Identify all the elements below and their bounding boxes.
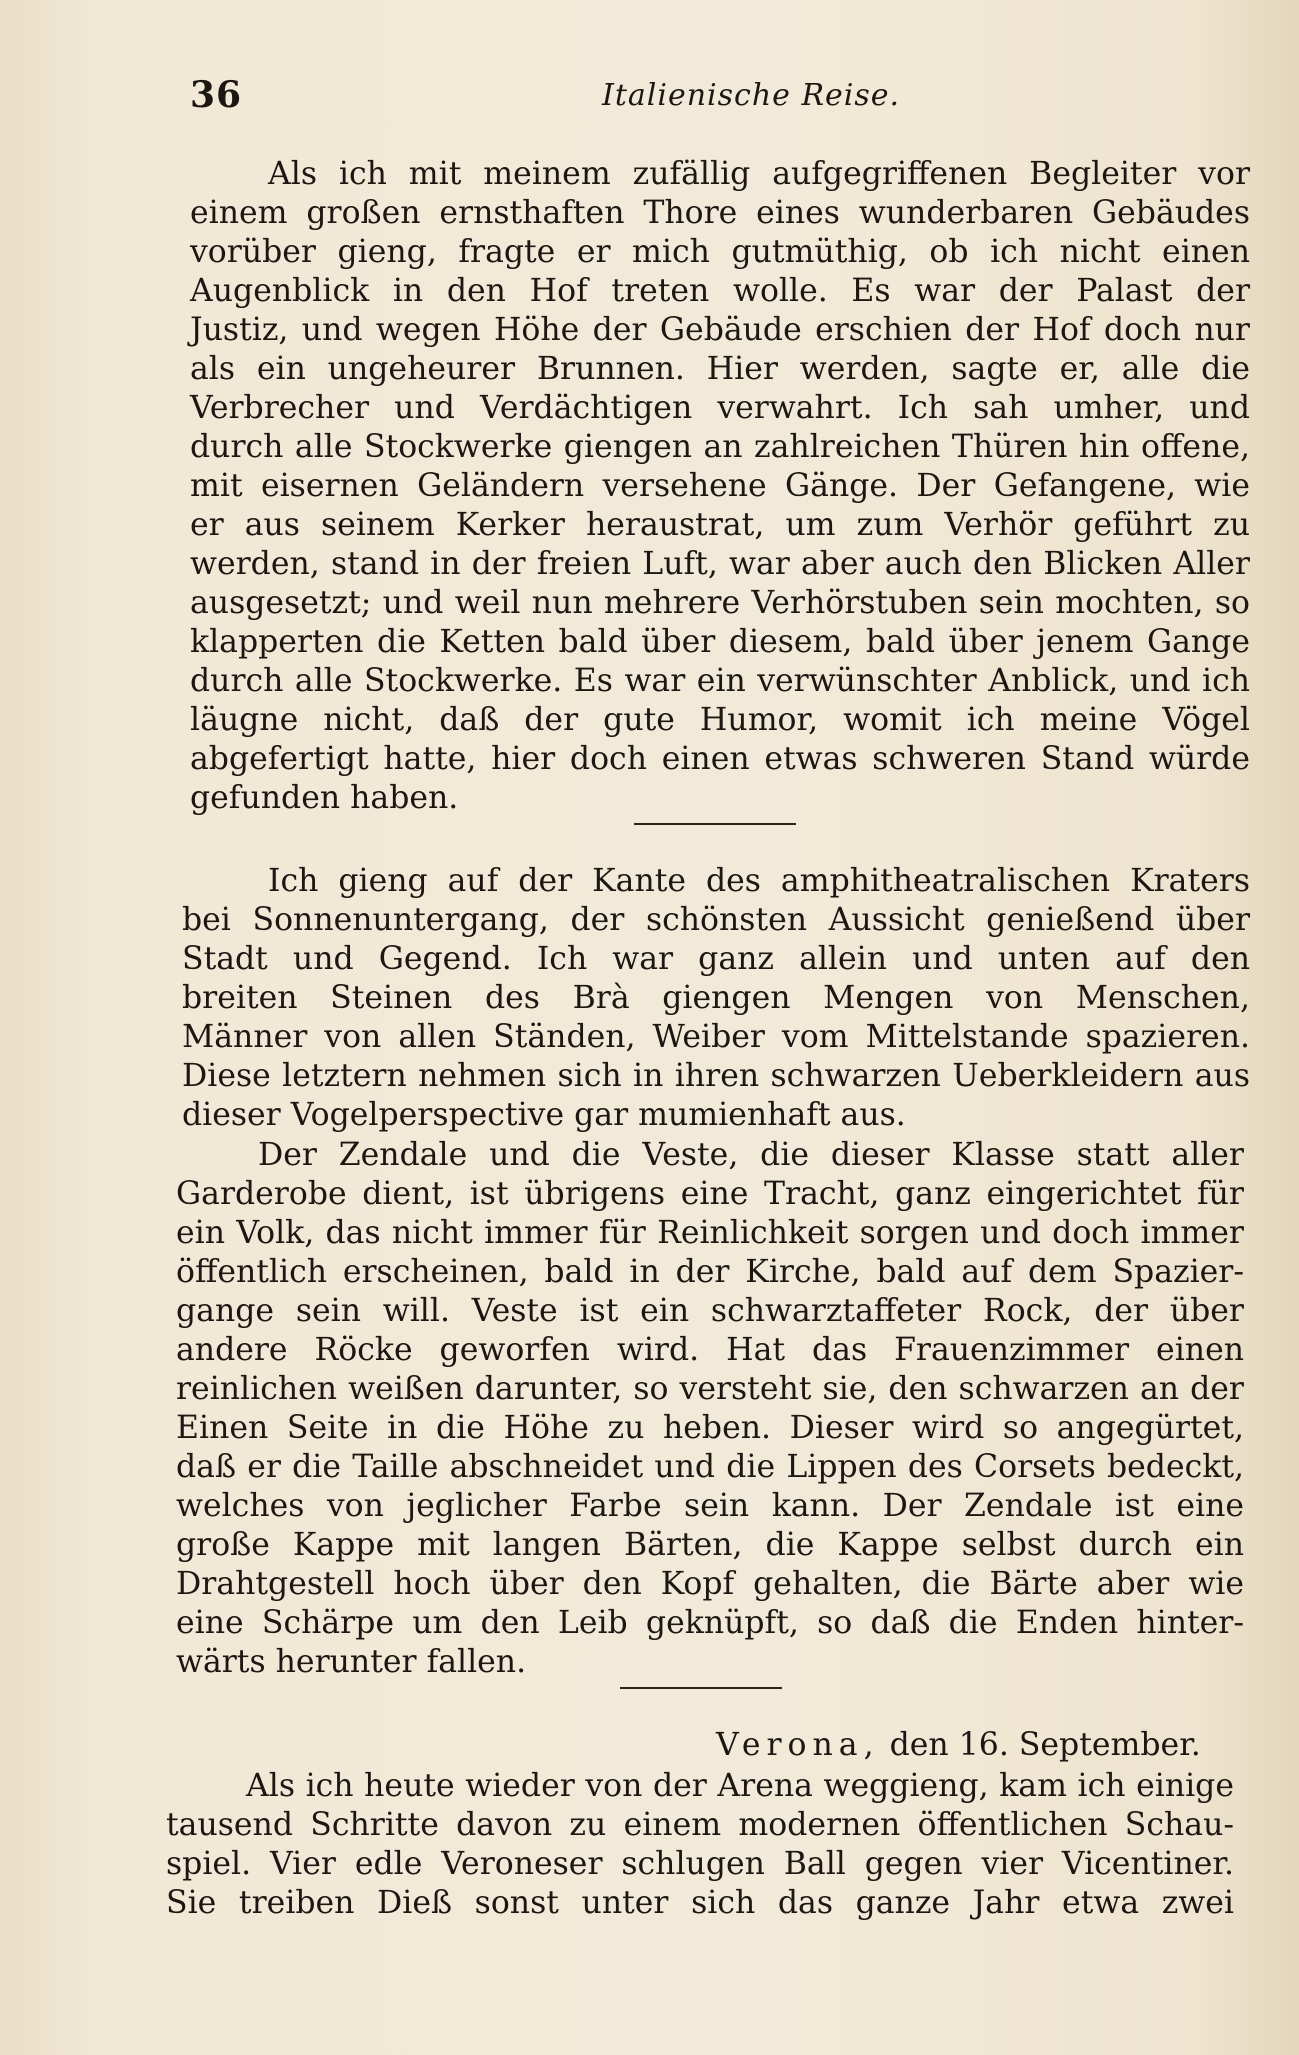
text-line: Drahtgestell hoch über den Kopf gehalten, die Bärte aber wie (176, 1566, 1244, 1602)
text-line: vorüber gieng, fragte er mich gutmüthig, ob ich nicht einen (190, 234, 1250, 270)
text-line: Als ich mit meinem zufällig aufgegriffenen Begleiter vor (268, 156, 1250, 192)
text-line: Sie treiben Dieß sonst unter sich das ganze Jahr etwa zwei (166, 1885, 1234, 1921)
text-line: abgefertigt hatte, hier doch einen etwas schweren Stand würde (190, 741, 1250, 777)
text-line: ausgesetzt; und weil nun mehrere Verhörstuben sein mochten, so (190, 585, 1250, 621)
text-line: reinlichen weißen darunter, so versteht sie, den schwarzen an der (176, 1371, 1244, 1407)
text-line: Der Zendale und die Veste, die dieser Klasse statt aller (258, 1137, 1244, 1173)
text-line: öffentlich erscheinen, bald in der Kirche, bald auf dem Spazier- (176, 1254, 1244, 1290)
text-line: werden, stand in der freien Luft, war aber auch den Blicken Aller (190, 546, 1250, 582)
page-header (190, 74, 1190, 124)
text-line: durch alle Stockwerke giengen an zahlreichen Thüren hin offene, (190, 429, 1250, 465)
text-line: klapperten die Ketten bald über diesem, bald über jenem Gange (190, 624, 1250, 660)
text-line: tausend Schritte davon zu einem modernen öffentlichen Schau- (166, 1807, 1234, 1843)
text-line: wärts herunter fallen. (176, 1644, 527, 1680)
dateline (716, 1726, 1201, 1764)
text-line: Als ich heute wieder von der Arena weggieng, kam ich einige (246, 1768, 1234, 1804)
text-line: er aus seinem Kerker heraustrat, um zum Verhör geführt zu (190, 507, 1250, 543)
text-line: läugne nicht, daß der gute Humor, womit ich meine Vögel (190, 702, 1250, 738)
dateline-date: den 16. September. (889, 1727, 1201, 1763)
text-line: dieser Vogelperspective gar mumienhaft aus. (182, 1097, 906, 1133)
text-line: Ich gieng auf der Kante des amphitheatralischen Kraters (268, 863, 1250, 899)
text-line: gange sein will. Veste ist ein schwarztaffeter Rock, der über (176, 1293, 1244, 1329)
text-line: Einen Seite in die Höhe zu heben. Dieser wird so angegürtet, (176, 1410, 1244, 1446)
text-line: ein Volk, das nicht immer für Reinlichkeit sorgen und doch immer (176, 1215, 1244, 1251)
text-line: bei Sonnenuntergang, der schönsten Aussicht genießend über (182, 902, 1250, 938)
text-line: welches von jeglicher Farbe sein kann. Der Zendale ist eine (176, 1488, 1244, 1524)
dateline-place: Verona, (716, 1727, 880, 1763)
text-line: Justiz, und wegen Höhe der Gebäude erschien der Hof doch nur (190, 312, 1250, 348)
text-line: spiel. Vier edle Veroneser schlugen Ball gegen vier Vicentiner. (166, 1846, 1234, 1882)
page-number: 36 (190, 74, 243, 116)
text-line: gefunden haben. (190, 780, 459, 816)
text-line: Garderobe dient, ist übrigens eine Tracht, ganz eingerichtet für (176, 1176, 1244, 1212)
text-line: mit eisernen Geländern versehene Gänge. Der Gefangene, wie (190, 468, 1250, 504)
text-line: Stadt und Gegend. Ich war ganz allein und unten auf den (182, 941, 1250, 977)
text-line: breiten Steinen des Brà giengen Mengen von Menschen, (182, 980, 1250, 1016)
text-line: Diese letztern nehmen sich in ihren schwarzen Ueberkleidern aus (182, 1058, 1250, 1094)
text-line: Verbrecher und Verdächtigen verwahrt. Ich sah umher, und (190, 390, 1250, 426)
text-line: Männer von allen Ständen, Weiber vom Mittelstande spazieren. (182, 1019, 1250, 1055)
text-line: eine Schärpe um den Leib geknüpft, so daß die Enden hinter- (176, 1605, 1244, 1641)
section-divider (634, 823, 796, 825)
text-line: einem großen ernsthaften Thore eines wunderbaren Gebäudes (190, 195, 1250, 231)
text-line: Augenblick in den Hof treten wolle. Es war der Palast der (190, 273, 1250, 309)
text-line: durch alle Stockwerke. Es war ein verwünschter Anblick, und ich (190, 663, 1250, 699)
section-divider (620, 1687, 782, 1689)
text-line: als ein ungeheurer Brunnen. Hier werden, sagte er, alle die (190, 351, 1250, 387)
text-line: große Kappe mit langen Bärten, die Kappe selbst durch ein (176, 1527, 1244, 1563)
text-line: andere Röcke geworfen wird. Hat das Frauenzimmer einen (176, 1332, 1244, 1368)
text-line: daß er die Taille abschneidet und die Lippen des Corsets bedeckt, (176, 1449, 1244, 1485)
running-head: Italienische Reise. (602, 78, 901, 113)
